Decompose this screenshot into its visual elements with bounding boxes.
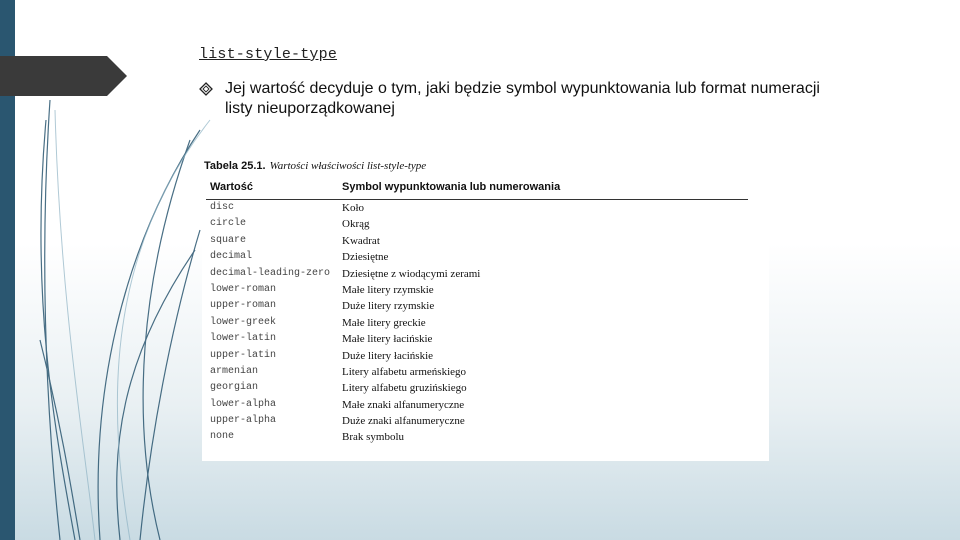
description-cell: Duże znaki alfanumeryczne	[342, 415, 465, 428]
value-cell: none	[210, 431, 235, 443]
description-cell: Małe litery greckie	[342, 316, 426, 329]
value-cell: upper-latin	[210, 349, 277, 361]
description-cell: Okrąg	[342, 218, 370, 231]
value-cell: upper-alpha	[210, 415, 277, 427]
description-cell: Duże litery łacińskie	[342, 349, 434, 362]
value-cell: disc	[210, 202, 235, 213]
table-row	[202, 217, 769, 233]
table-row	[202, 365, 769, 381]
property-values-table	[202, 157, 769, 461]
description-cell: Litery alfabetu armeńskiego	[342, 365, 467, 378]
table-row	[202, 250, 769, 266]
value-cell: lower-roman	[210, 283, 277, 295]
table-row	[202, 283, 769, 299]
description-cell: Brak symbolu	[342, 431, 405, 444]
description-cell: Małe litery łacińskie	[342, 333, 433, 346]
description-cell: Dziesiętne	[342, 251, 389, 264]
bullet-text: Jej wartość decyduje o tym, jaki będzie symbol wypunktowania lub format numeracji listy nieuporządkowanej	[225, 80, 820, 117]
description-cell: Dziesiętne z wiodącymi zerami	[342, 267, 481, 280]
description-cell: Litery alfabetu gruzińskiego	[342, 382, 467, 395]
slide-title: list-style-type	[199, 46, 338, 63]
value-cell: circle	[210, 218, 247, 230]
diamond-outline-icon	[199, 79, 225, 102]
table-row	[202, 414, 769, 430]
table-row	[202, 398, 769, 414]
bullet-point	[199, 79, 839, 119]
table-caption-title: Wartości właściwości list-style-type	[269, 160, 427, 172]
value-cell: lower-latin	[210, 333, 277, 345]
description-cell: Koło	[342, 202, 364, 214]
table-body	[202, 201, 769, 447]
value-cell: lower-alpha	[210, 398, 277, 410]
description-cell: Małe litery rzymskie	[342, 283, 434, 296]
table-row	[202, 349, 769, 365]
table-row	[202, 316, 769, 332]
table-row	[202, 299, 769, 315]
title-arrow-shape	[0, 56, 127, 96]
value-cell: armenian	[210, 365, 259, 377]
description-cell: Kwadrat	[342, 234, 380, 247]
table-caption-number: Tabela 25.1.	[204, 160, 266, 172]
value-cell: lower-greek	[210, 316, 277, 328]
table-row	[202, 381, 769, 397]
description-cell: Duże litery rzymskie	[342, 300, 435, 313]
header-divider	[206, 199, 748, 200]
table-row	[202, 267, 769, 283]
table-row	[202, 234, 769, 250]
value-cell: georgian	[210, 382, 259, 394]
table-row	[202, 430, 769, 446]
table-row	[202, 201, 769, 217]
header-value: Wartość	[210, 181, 253, 193]
table-row	[202, 332, 769, 348]
value-cell: decimal	[210, 251, 253, 263]
description-cell: Małe znaki alfanumeryczne	[342, 398, 465, 411]
value-cell: decimal-leading-zero	[210, 267, 331, 279]
table-caption	[204, 160, 426, 172]
value-cell: square	[210, 234, 247, 246]
value-cell: upper-roman	[210, 300, 277, 312]
header-symbol: Symbol wypunktowania lub numerowania	[342, 181, 561, 193]
